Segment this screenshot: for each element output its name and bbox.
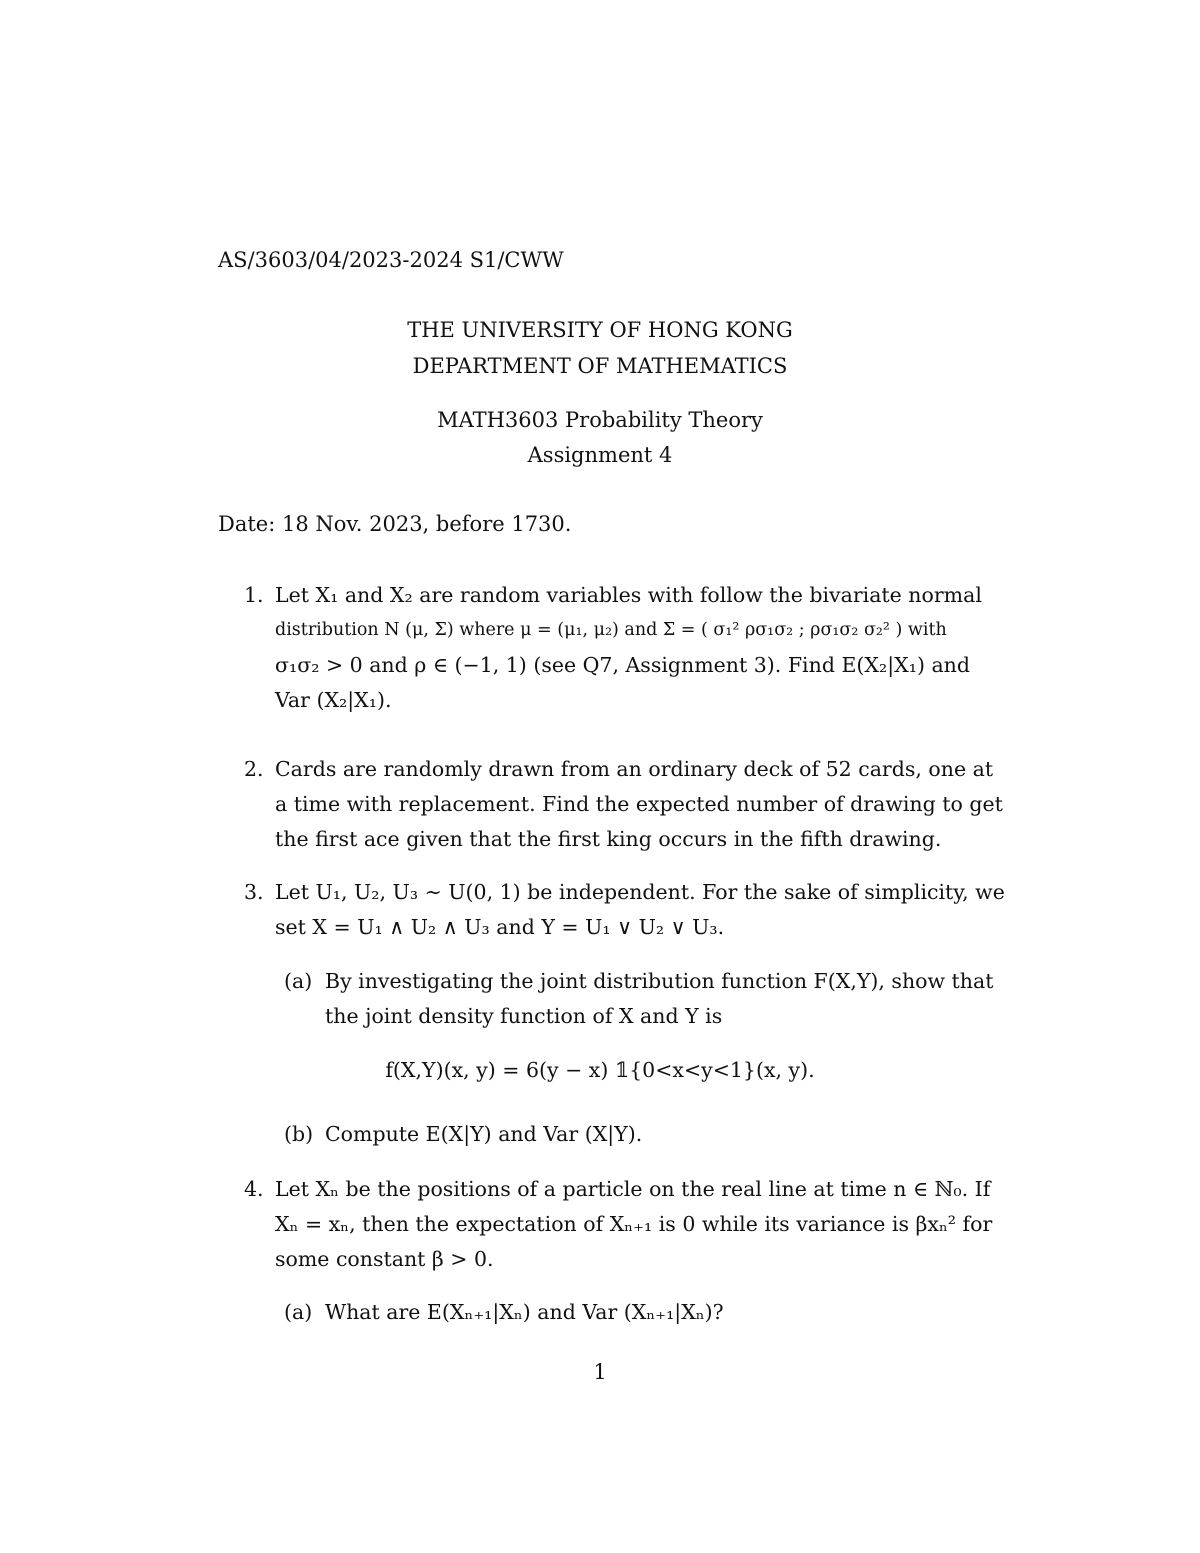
- part-line: By investigating the joint distribution function F(X,Y), show that: [325, 969, 994, 993]
- part-label: (a): [284, 1300, 313, 1324]
- question-line: some constant β > 0.: [275, 1247, 494, 1271]
- part-line: the joint density function of X and Y is: [325, 1004, 723, 1028]
- question-line: Let X₁ and X₂ are random variables with follow the bivariate normal: [275, 583, 982, 607]
- part-label: (b): [284, 1122, 314, 1146]
- question-line: the first ace given that the first king occurs in the fifth drawing.: [275, 827, 942, 851]
- part-label: (a): [284, 969, 313, 993]
- course-title: MATH3603 Probability Theory: [437, 408, 763, 432]
- date-line: Date: 18 Nov. 2023, before 1730.: [218, 512, 572, 536]
- question-line: a time with replacement. Find the expected number of drawing to get: [275, 792, 1003, 816]
- question-line: Let U₁, U₂, U₃ ∼ U(0, 1) be independent. For the sake of simplicity, we: [275, 880, 1005, 904]
- part-line: What are E(Xₙ₊₁|Xₙ) and Var (Xₙ₊₁|Xₙ)?: [325, 1300, 724, 1324]
- question-line: σ₁σ₂ > 0 and ρ ∈ (−1, 1) (see Q7, Assignment 3). Find E(X₂|X₁) and: [275, 653, 971, 677]
- part-line: Compute E(X|Y) and Var (X|Y).: [325, 1122, 643, 1146]
- question-line: Cards are randomly drawn from an ordinary deck of 52 cards, one at: [275, 757, 994, 781]
- question-number: 4.: [244, 1177, 264, 1201]
- university-name: THE UNIVERSITY OF HONG KONG: [407, 318, 793, 342]
- course-code: AS/3603/04/2023-2024 S1/CWW: [218, 248, 564, 272]
- question-line: Var (X₂|X₁).: [275, 688, 392, 712]
- question-number: 3.: [244, 880, 264, 904]
- page-number: 1: [593, 1360, 607, 1384]
- question-line: Let Xₙ be the positions of a particle on the real line at time n ∈ ℕ₀. If: [275, 1177, 991, 1201]
- question-number: 1.: [244, 583, 264, 607]
- question-line: set X = U₁ ∧ U₂ ∧ U₃ and Y = U₁ ∨ U₂ ∨ U₃.: [275, 915, 725, 939]
- assignment-title: Assignment 4: [527, 443, 673, 467]
- department-name: DEPARTMENT OF MATHEMATICS: [412, 354, 788, 378]
- joint-density-equation: f(X,Y)(x, y) = 6(y − x) 𝟙{0<x<y<1}(x, y).: [385, 1058, 815, 1082]
- question-line: Xₙ = xₙ, then the expectation of Xₙ₊₁ is 0 while its variance is βxₙ² for: [275, 1212, 993, 1236]
- question-line: distribution N (μ, Σ) where μ = (μ₁, μ₂) and Σ = ( σ₁² ρσ₁σ₂ ; ρσ₁σ₂ σ₂² ) with: [275, 620, 947, 640]
- question-number: 2.: [244, 757, 264, 781]
